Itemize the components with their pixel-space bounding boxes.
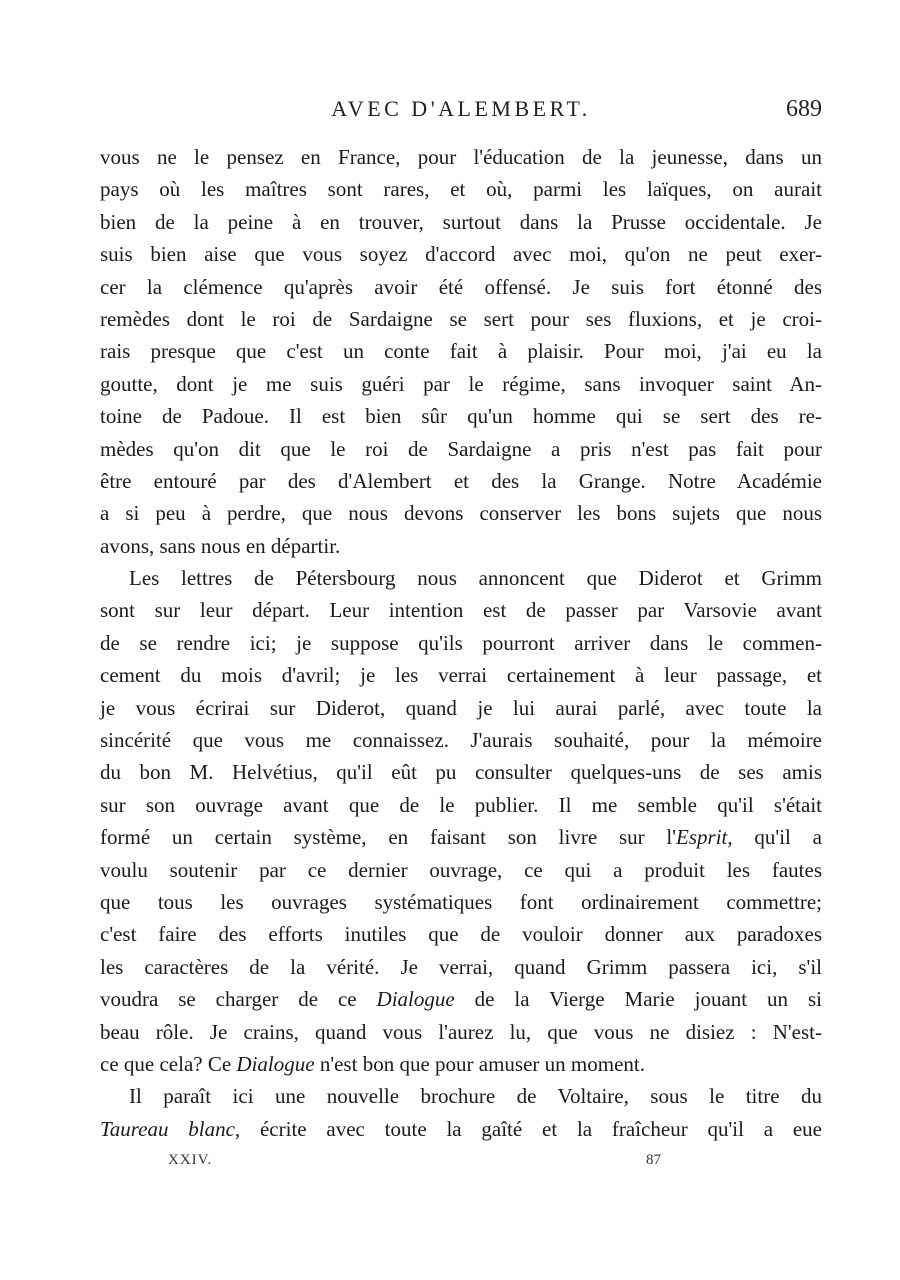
running-head <box>100 96 822 136</box>
text-line: mèdes qu'on dit que le roi de Sardaigne a pris n'est pas fait pour <box>100 436 822 461</box>
paragraph-end-line: ce que cela? Ce Dialogue n'est bon que pour amuser un moment. <box>100 1051 645 1076</box>
text-line: du bon M. Helvétius, qu'il eût pu consulter quelques-uns de ses amis <box>100 760 822 785</box>
text-line: beau rôle. Je crains, quand vous l'aurez lu, que vous ne disiez : N'est- <box>100 1019 822 1044</box>
body-text <box>100 141 822 1145</box>
paragraph-end-line: avons, sans nous en départir. <box>100 533 341 558</box>
text-line: sincérité que vous me connaissez. J'aurais souhaité, pour la mémoire <box>100 728 822 753</box>
text-line: cement du mois d'avril; je les verrai certainement à leur passage, et <box>100 663 822 688</box>
text-line: être entouré par des d'Alembert et des la Grange. Notre Académie <box>100 468 822 493</box>
paragraph-first-line: Il paraît ici une nouvelle brochure de Voltaire, sous le titre du <box>129 1084 822 1109</box>
text-line: voudra se charger de ce Dialogue de la Vierge Marie jouant un si <box>100 987 823 1012</box>
italic-title: Esprit, <box>676 825 733 850</box>
text-line: cer la clémence qu'après avoir été offensé. Je suis fort étonné des <box>100 274 822 299</box>
signature-mark: XXIV. <box>168 1152 213 1168</box>
text-line: toine de Padoue. Il est bien sûr qu'un homme qui se sert des re- <box>100 404 822 429</box>
text-line: voulu soutenir par ce dernier ouvrage, ce qui a produit les fautes <box>100 857 822 882</box>
text-line: sont sur leur départ. Leur intention est de passer par Varsovie avant <box>100 598 822 623</box>
text-line: les caractères de la vérité. Je verrai, quand Grimm passera ici, s'il <box>100 954 822 979</box>
text-line: remèdes dont le roi de Sardaigne se sert pour ses fluxions, et je croi- <box>100 306 822 331</box>
running-title: AVEC D'ALEMBERT. <box>331 96 591 121</box>
text-line: je vous écrirai sur Diderot, quand je lui aurai parlé, avec toute la <box>100 695 822 720</box>
text-line: rais presque que c'est un conte fait à plaisir. Pour moi, j'ai eu la <box>100 339 822 364</box>
signature-number: 87 <box>646 1152 661 1168</box>
text-line: c'est faire des efforts inutiles que de vouloir donner aux paradoxes <box>100 922 822 947</box>
text-line: goutte, dont je me suis guéri par le régime, sans invoquer saint An- <box>100 371 822 396</box>
text-line: a si peu à perdre, que nous devons conserver les bons sujets que nous <box>100 501 822 526</box>
italic-title: Dialogue <box>376 987 455 1012</box>
text-line: formé un certain système, en faisant son livre sur l'Esprit, qu'il a <box>100 825 822 850</box>
italic-title: Taureau blanc, <box>100 1116 241 1141</box>
text-line: Taureau blanc, écrite avec toute la gaîté et la fraîcheur qu'il a eue <box>100 1116 822 1141</box>
text-line: vous ne le pensez en France, pour l'éducation de la jeunesse, dans un <box>100 145 822 169</box>
page-number: 689 <box>786 96 822 122</box>
italic-title: Dialogue <box>236 1051 315 1076</box>
text-line: bien de la peine à en trouver, surtout dans la Prusse occidentale. Je <box>100 209 822 234</box>
text-line: pays où les maîtres sont rares, et où, parmi les laïques, on aurait <box>100 177 822 202</box>
text-line: suis bien aise que vous soyez d'accord avec moi, qu'on ne peut exer- <box>100 242 822 267</box>
text-line: que tous les ouvrages systématiques font ordinairement commettre; <box>100 889 822 914</box>
text-line: sur son ouvrage avant que de le publier. Il me semble qu'il s'était <box>100 792 822 817</box>
page-footer <box>100 1152 822 1176</box>
text-line: de se rendre ici; je suppose qu'ils pourront arriver dans le commen- <box>100 630 822 655</box>
paragraph-first-line: Les lettres de Pétersbourg nous annoncent que Diderot et Grimm <box>129 566 822 591</box>
